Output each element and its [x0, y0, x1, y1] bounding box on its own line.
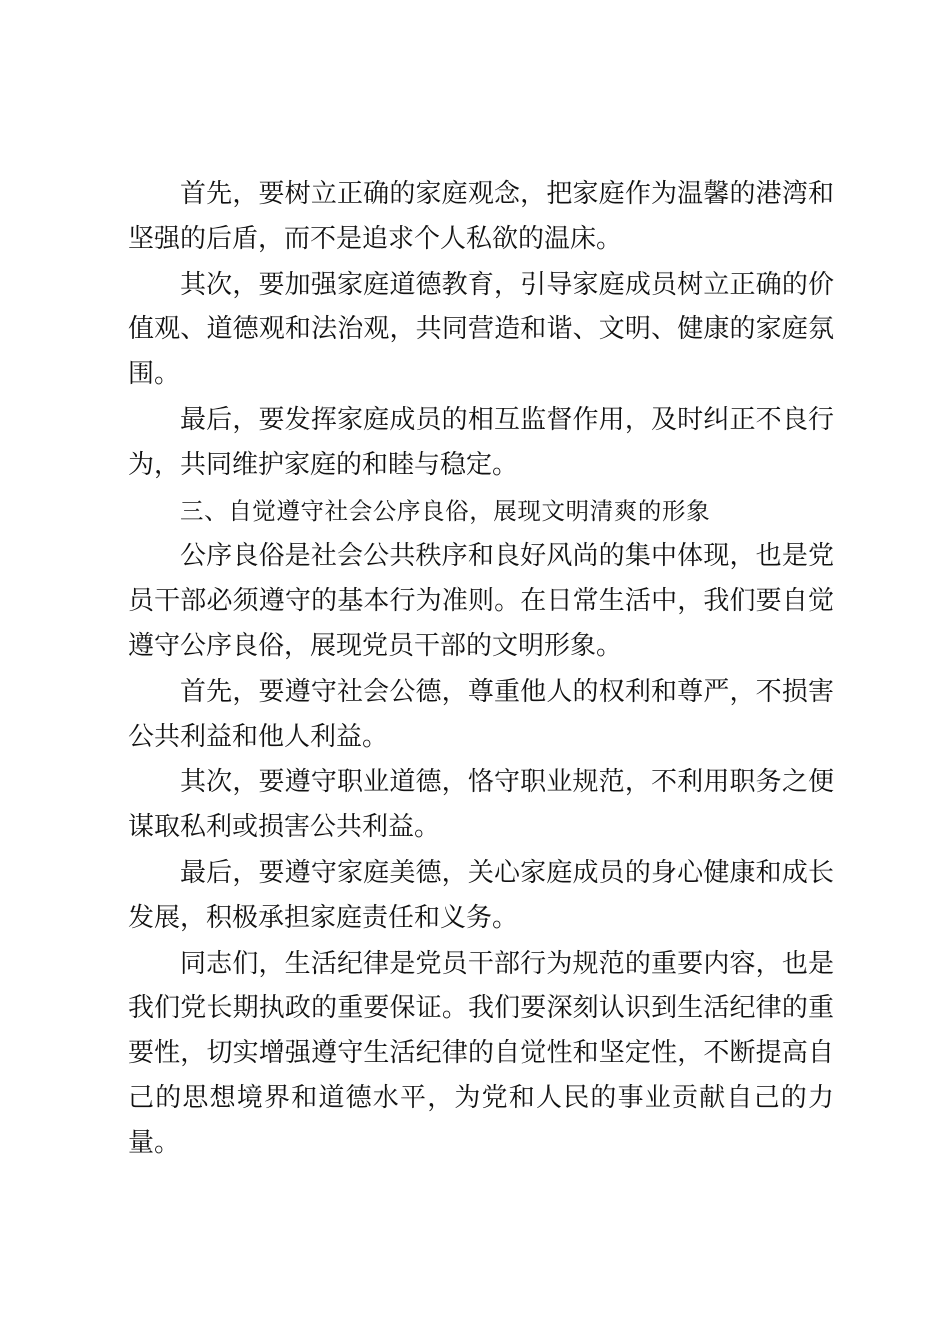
- paragraph-professional-ethics: 其次，要遵守职业道德，恪守职业规范，不利用职务之便谋取私利或损害公共利益。: [128, 767, 834, 843]
- paragraph-social-ethics: 首先，要遵守社会公德，尊重他人的权利和尊严，不损害公共利益和他人利益。: [128, 676, 834, 752]
- paragraph-family-virtues: 最后，要遵守家庭美德，关心家庭成员的身心健康和成长发展，积极承担家庭责任和义务。: [128, 857, 834, 933]
- section-heading-3: 三、自觉遵守社会公序良俗，展现文明清爽的形象: [180, 496, 711, 525]
- paragraph-family-concept: 首先，要树立正确的家庭观念，把家庭作为温馨的港湾和坚强的后盾，而不是追求个人私欲的温床。: [128, 179, 834, 254]
- paragraph-conclusion: 同志们，生活纪律是党员干部行为规范的重要内容，也是我们党长期执政的重要保证。我们要深刻认识到生活纪律的重要性，切实增强遵守生活纪律的自觉性和坚定性，不断提高自己的思想境界和道德水平，为党和人民的事业贡献自己的力量。: [128, 948, 834, 1158]
- document-page: [128, 172, 834, 1167]
- paragraph-public-order-intro: 公序良俗是社会公共秩序和良好风尚的集中体现，也是党员干部必须遵守的基本行为准则。在日常生活中，我们要自觉遵守公序良俗，展现党员干部的文明形象。: [128, 541, 834, 661]
- paragraph-family-supervision: 最后，要发挥家庭成员的相互监督作用，及时纠正不良行为，共同维护家庭的和睦与稳定。: [128, 404, 834, 480]
- paragraph-family-moral-education: 其次，要加强家庭道德教育，引导家庭成员树立正确的价值观、道德观和法治观，共同营造和谐、文明、健康的家庭氛围。: [128, 269, 834, 390]
